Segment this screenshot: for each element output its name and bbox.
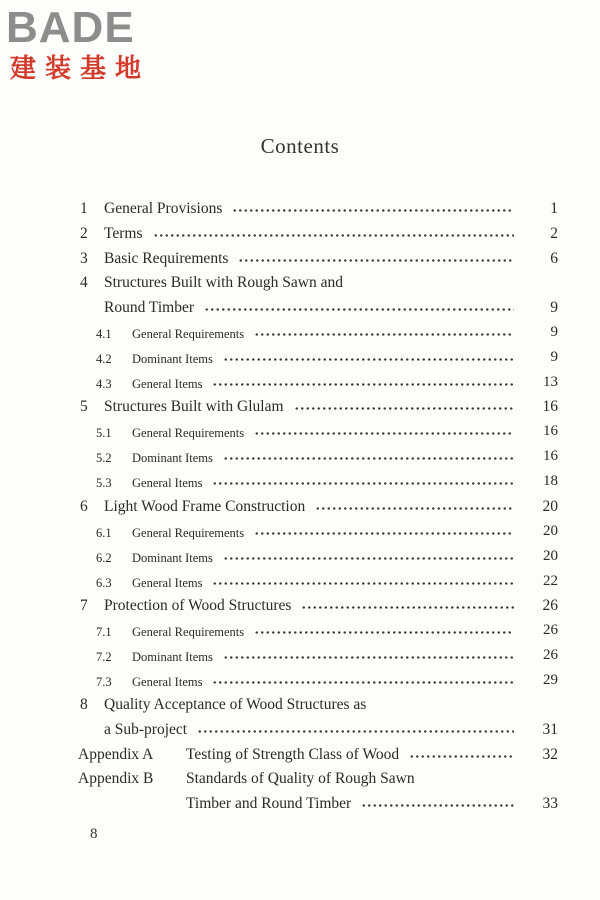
toc-entry[interactable] (0, 746, 600, 768)
toc-label: Dominant Items (132, 551, 213, 565)
toc-page-number: 22 (543, 573, 558, 589)
toc-label: Standards of Quality of Rough Sawn (186, 770, 415, 787)
toc-leader-dots (212, 672, 514, 686)
toc-leader-dots (153, 225, 514, 239)
toc-page-number: 1 (550, 200, 558, 217)
toc-page-number: 13 (543, 374, 558, 390)
toc-label: Dominant Items (132, 352, 213, 366)
toc-leader-dots (212, 573, 514, 587)
toc-number: 7 (80, 597, 88, 614)
toc-label: Light Wood Frame Construction (104, 498, 306, 515)
logo-wordmark: BADE (6, 3, 135, 52)
toc-label: Timber and Round Timber (186, 795, 352, 812)
toc-page-number: 9 (550, 299, 558, 316)
toc-label: General Provisions (104, 200, 223, 217)
toc-leader-dots (204, 299, 514, 313)
toc-label: Structures Built with Glulam (104, 398, 284, 415)
toc-leader-dots (238, 250, 514, 264)
toc-number: 2 (80, 225, 88, 242)
toc-number: 8 (80, 696, 88, 713)
toc-number: 4.1 (96, 327, 112, 341)
logo-chinese-text: 建装基地 (10, 54, 151, 84)
toc-leader-dots (223, 349, 514, 363)
toc-label: Structures Built with Rough Sawn and (104, 274, 343, 291)
toc-entry[interactable] (0, 324, 600, 346)
toc-label: General Requirements (132, 625, 245, 639)
toc-entry[interactable] (0, 299, 600, 321)
toc-leader-dots (254, 622, 514, 636)
toc-number: 6.2 (96, 551, 112, 565)
toc-page-number: 16 (543, 423, 558, 439)
toc-entry[interactable] (0, 225, 600, 247)
toc-entry[interactable] (0, 374, 600, 396)
toc-leader-dots (232, 200, 514, 214)
toc-number: 4 (80, 274, 88, 291)
toc-page-number: 20 (542, 498, 558, 515)
toc-leader-dots (301, 597, 514, 611)
toc-page-number: 18 (543, 473, 558, 489)
toc-entry[interactable] (0, 622, 600, 644)
toc-number: 7.2 (96, 650, 112, 664)
toc-number: Appendix A (78, 746, 154, 763)
toc-number: 6.3 (96, 576, 112, 590)
toc-label: Terms (104, 225, 143, 242)
toc-entry[interactable] (0, 250, 600, 272)
toc-page-number: 2 (550, 225, 558, 242)
toc-label: General Items (132, 576, 203, 590)
toc-entry[interactable] (0, 448, 600, 470)
toc-entry[interactable] (0, 696, 600, 718)
toc-entry[interactable] (0, 573, 600, 595)
toc-label: General Items (132, 675, 203, 689)
toc-label: General Requirements (132, 426, 245, 440)
page-title: Contents (260, 134, 340, 158)
toc-page-number: 32 (542, 746, 558, 763)
toc-label: General Requirements (132, 327, 245, 341)
toc-entry[interactable] (0, 795, 600, 817)
toc-leader-dots (212, 473, 514, 487)
toc-page-number: 26 (543, 622, 558, 638)
toc-page-number: 26 (542, 597, 558, 614)
toc-label: Dominant Items (132, 451, 213, 465)
toc-page-number: 20 (543, 548, 558, 564)
toc-number: 5.3 (96, 476, 112, 490)
toc-leader-dots (254, 423, 514, 437)
toc-label: Quality Acceptance of Wood Structures as (104, 696, 367, 713)
toc-number: 5.1 (96, 426, 112, 440)
toc-number: 7.3 (96, 675, 112, 689)
toc-entry[interactable] (0, 498, 600, 520)
toc-number: 4.2 (96, 352, 112, 366)
toc-leader-dots (223, 548, 514, 562)
toc-entry[interactable] (0, 548, 600, 570)
toc-label: General Requirements (132, 526, 245, 540)
toc-entry[interactable] (0, 473, 600, 495)
toc-number: 7.1 (96, 625, 112, 639)
toc-label: Testing of Strength Class of Wood (186, 746, 400, 763)
toc-number: 6.1 (96, 526, 112, 540)
toc-entry[interactable] (0, 523, 600, 545)
toc-leader-dots (254, 324, 514, 338)
toc-page-number: 33 (542, 795, 558, 812)
toc-page-number: 16 (543, 448, 558, 464)
toc-number: 1 (80, 200, 88, 217)
toc-page-number: 26 (543, 647, 558, 663)
toc-label: General Items (132, 476, 203, 490)
toc-entry[interactable] (0, 672, 600, 694)
toc-leader-dots (223, 448, 514, 462)
toc-page-number: 29 (543, 672, 558, 688)
toc-leader-dots (409, 746, 514, 760)
toc-entry[interactable] (0, 647, 600, 669)
toc-leader-dots (197, 721, 514, 735)
toc-number: Appendix B (78, 770, 154, 787)
toc-number: 5 (80, 398, 88, 415)
toc-leader-dots (223, 647, 514, 661)
toc-leader-dots (315, 498, 514, 512)
toc-page-number: 6 (550, 250, 558, 267)
toc-label: a Sub-project (104, 721, 188, 738)
toc-number: 3 (80, 250, 88, 267)
toc-entry[interactable] (0, 349, 600, 371)
toc-leader-dots (361, 795, 514, 809)
toc-label: Round Timber (104, 299, 195, 316)
toc-number: 4.3 (96, 377, 112, 391)
toc-leader-dots (254, 523, 514, 537)
toc-entry[interactable] (0, 423, 600, 445)
toc-label: General Items (132, 377, 203, 391)
toc-number: 6 (80, 498, 88, 515)
toc-entry[interactable] (0, 597, 600, 619)
toc-entry[interactable] (0, 274, 600, 296)
toc-label: Basic Requirements (104, 250, 229, 267)
toc-label: Dominant Items (132, 650, 213, 664)
toc-label: Protection of Wood Structures (104, 597, 292, 614)
toc-page-number: 16 (542, 398, 558, 415)
toc-entry[interactable] (0, 200, 600, 222)
toc-leader-dots (212, 374, 514, 388)
toc-entry[interactable] (0, 721, 600, 743)
toc-page-number: 20 (543, 523, 558, 539)
toc-number: 5.2 (96, 451, 112, 465)
page-number: 8 (90, 826, 98, 842)
toc-page-number: 9 (550, 349, 558, 365)
toc-page-number: 31 (542, 721, 558, 738)
toc-leader-dots (294, 398, 514, 412)
toc-page-number: 9 (550, 324, 558, 340)
toc-entry[interactable] (0, 770, 600, 792)
toc-entry[interactable] (0, 398, 600, 420)
